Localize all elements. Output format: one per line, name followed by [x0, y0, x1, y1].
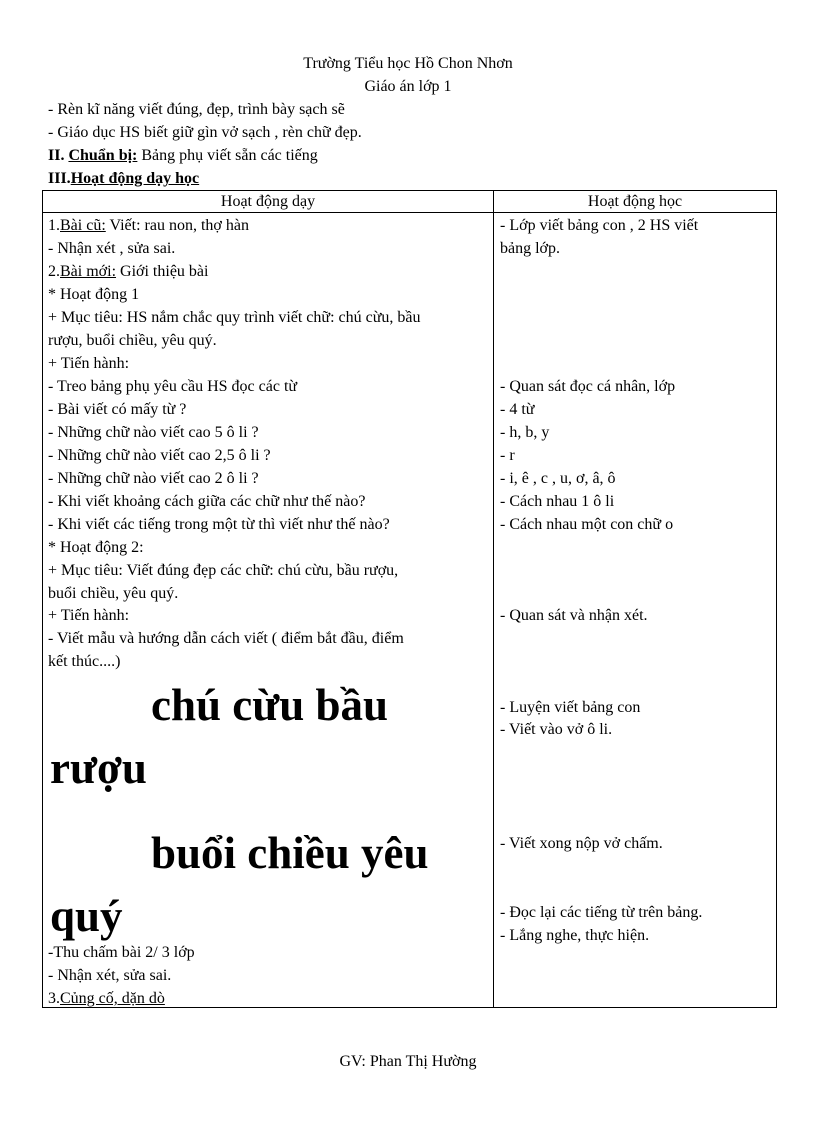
teacher-line: buổi chiều, yêu quý. [48, 585, 179, 602]
student-line: - Cách nhau một con chữ o [500, 516, 674, 533]
section-heading: Hoạt động dạy học [70, 170, 200, 187]
column-header-student: Hoạt động học [587, 193, 683, 210]
sample-words: rượu [50, 743, 147, 793]
teacher-line: - Treo bảng phụ yêu cầu HS đọc các từ [48, 378, 298, 395]
student-line: - i, ê , c , u, ơ, â, ô [500, 470, 616, 487]
item-number: 2. [48, 263, 60, 280]
teacher-line: -Thu chấm bài 2/ 3 lớp [48, 944, 195, 961]
section-text: Bảng phụ viết sẵn các tiếng [141, 147, 318, 164]
teacher-line: - Những chữ nào viết cao 5 ô li ? [48, 424, 259, 441]
item-heading: Củng cố, dặn dò [60, 990, 165, 1007]
teacher-line: - Viết mẫu và hướng dẫn cách viết ( điểm bắt đầu, điểm [48, 630, 404, 647]
goal-line: - Rèn kĩ năng viết đúng, đẹp, trình bày sạch sẽ [48, 101, 345, 118]
school-name: Trường Tiểu học Hồ Chon Nhơn [303, 55, 513, 72]
student-line: - Viết vào vở ô li. [500, 721, 613, 738]
section-number: II. [48, 147, 65, 164]
student-line: - Lắng nghe, thực hiện. [500, 927, 650, 944]
sample-words: quý [50, 891, 123, 941]
sample-words: buổi chiều yêu [151, 828, 429, 878]
section-heading: Chuẩn bị: [68, 147, 138, 164]
teacher-line: - Khi viết các tiếng trong một từ thì viết như thế nào? [48, 516, 390, 533]
teacher-line: - Nhận xét, sửa sai. [48, 967, 172, 984]
item-text: Giới thiệu bài [116, 263, 209, 280]
student-line: - Viết xong nộp vở chấm. [500, 835, 663, 852]
student-line: - Luyện viết bảng con [500, 699, 641, 716]
item-number: 1. [48, 217, 60, 234]
column-divider [493, 191, 494, 1007]
student-line: - r [500, 447, 515, 464]
item-number: 3. [48, 990, 60, 1007]
student-line: bảng lớp. [500, 240, 561, 257]
preparation-line [48, 146, 318, 166]
student-line: - Đọc lại các tiếng từ trên bảng. [500, 904, 703, 921]
teacher-line: - Khi viết khoảng cách giữa các chữ như thế nào? [48, 493, 366, 510]
student-line: - Lớp viết bảng con , 2 HS viết [500, 217, 699, 234]
teacher-line: - Những chữ nào viết cao 2 ô li ? [48, 470, 259, 487]
teacher-line: * Hoạt động 2: [48, 539, 144, 556]
student-line: - Quan sát và nhận xét. [500, 607, 648, 624]
teacher-line: kết thúc....) [48, 653, 121, 670]
teacher-line: + Mục tiêu: HS nắm chắc quy trình viết chữ: chú cừu, bầu [48, 309, 421, 326]
teacher-line: * Hoạt động 1 [48, 286, 140, 303]
teacher-line: rượu, buổi chiều, yêu quý. [48, 332, 217, 349]
teacher-line: - Những chữ nào viết cao 2,5 ô li ? [48, 447, 271, 464]
item-heading: Bài cũ: [60, 217, 106, 234]
goal-line: - Giáo dục HS biết giữ gìn vở sạch , rèn chữ đẹp. [48, 124, 362, 141]
section-number: III. [48, 170, 71, 187]
item-heading: Bài mới: [60, 263, 117, 280]
teacher-line: + Tiến hành: [48, 607, 130, 624]
student-line: - Quan sát đọc cá nhân, lớp [500, 378, 676, 395]
student-line: - h, b, y [500, 424, 550, 441]
teacher-line [48, 987, 165, 1010]
item-text: Viết: rau non, thợ hàn [105, 217, 249, 234]
teacher-line: + Mục tiêu: Viết đúng đẹp các chữ: chú cừu, bầu rượu, [48, 562, 399, 579]
page-subtitle: Giáo án lớp 1 [364, 78, 452, 95]
teacher-line: - Bài viết có mấy từ ? [48, 401, 187, 418]
teacher-line [48, 214, 249, 237]
sample-words: chú cừu bầu [151, 680, 389, 730]
teacher-line: + Tiến hành: [48, 355, 130, 372]
column-header-teacher: Hoạt động dạy [220, 193, 316, 210]
header-divider [43, 212, 776, 213]
activities-heading [48, 169, 199, 189]
lesson-table [42, 190, 777, 1008]
student-line: - 4 từ [500, 401, 535, 418]
footer-teacher: GV: Phan Thị Hường [339, 1053, 477, 1070]
teacher-line [48, 260, 208, 283]
student-line: - Cách nhau 1 ô li [500, 493, 615, 510]
teacher-line: - Nhận xét , sửa sai. [48, 240, 176, 257]
